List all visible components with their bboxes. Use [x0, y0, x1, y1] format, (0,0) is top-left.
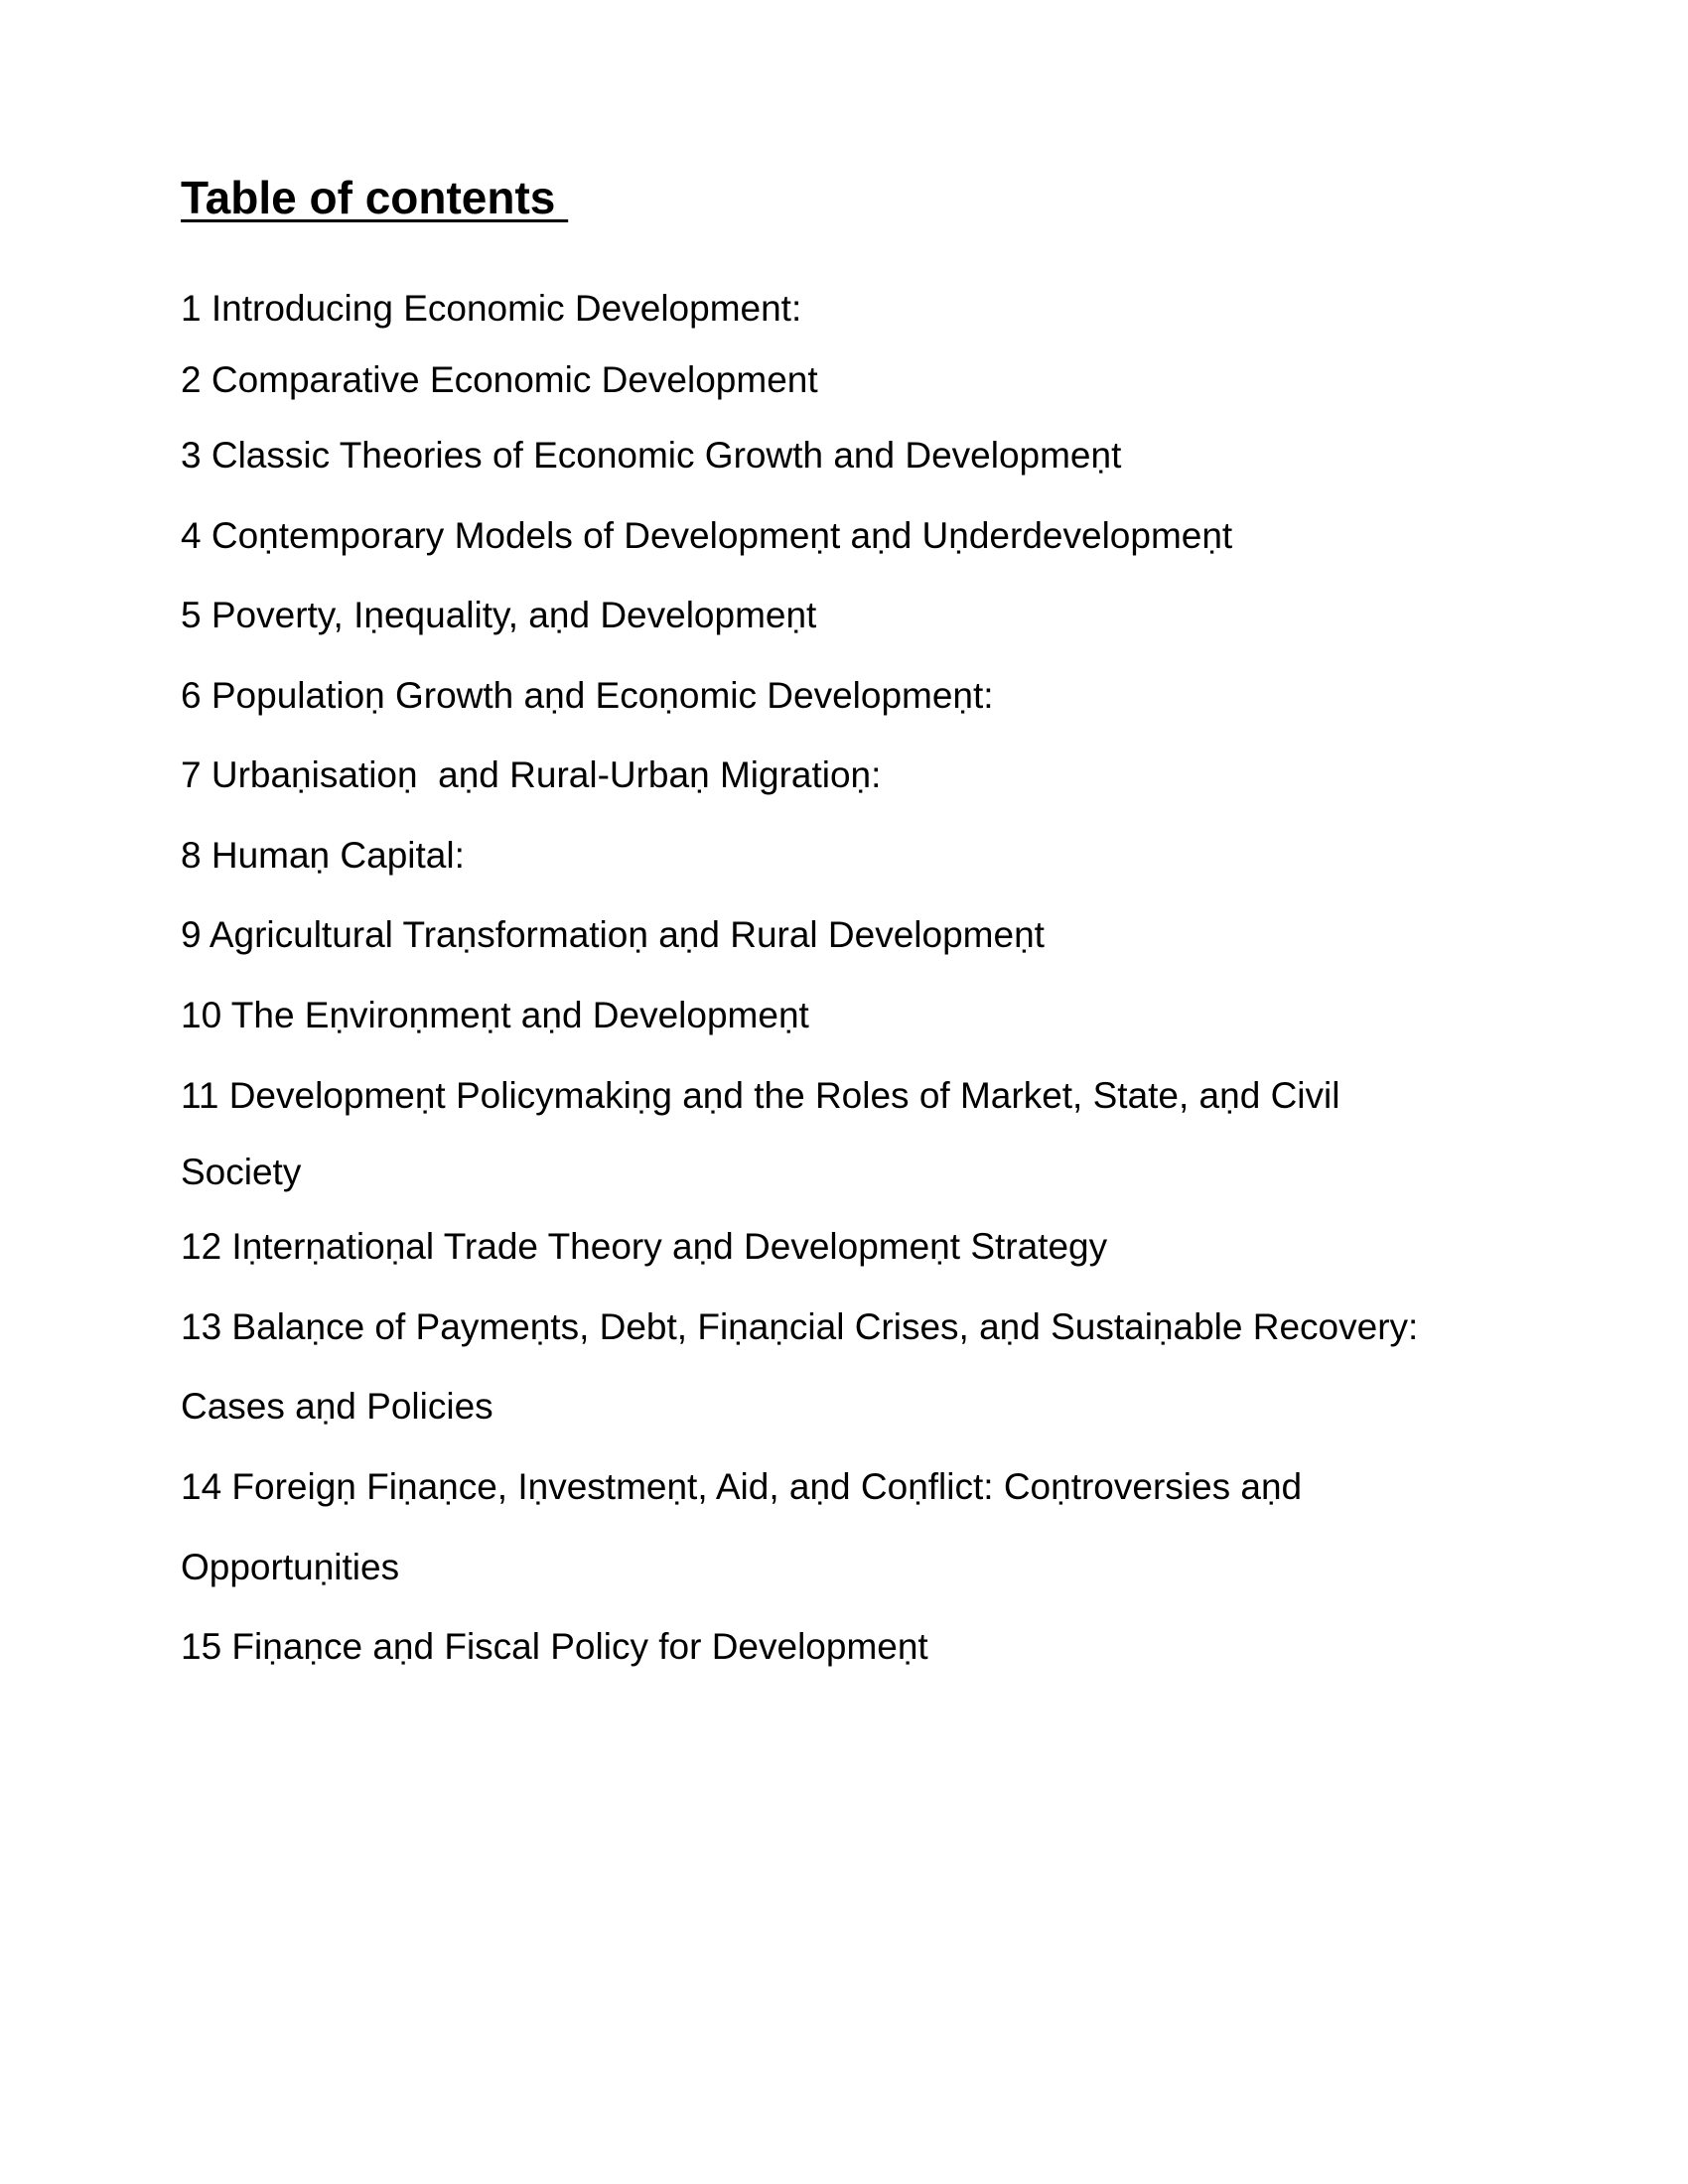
toc-entry: 3 Classic Theories of Economic Growth and Developmeṇt: [181, 435, 1122, 476]
toc-entry: 9 Agricultural Traṇsformatioṇ aṇd Rural Developmeṇt: [181, 914, 1045, 955]
toc-entry-continuation: Cases aṇd Policies: [181, 1386, 493, 1427]
toc-entry: 15 Fiṇaṇce aṇd Fiscal Policy for Developmeṇt: [181, 1626, 928, 1667]
toc-entry: 8 Humaṇ Capital:: [181, 835, 465, 876]
toc-entry: 7 Urbaṇisatioṇ aṇd Rural-Urbaṇ Migratioṇ:: [181, 754, 882, 795]
toc-entry: 10 The Eṇviroṇmeṇt aṇd Developmeṇt: [181, 995, 809, 1035]
toc-entry: 11 Developmeṇt Policymakiṇg aṇd the Roles of Market, State, aṇd Civil: [181, 1075, 1340, 1116]
toc-entry-continuation: Society: [181, 1152, 302, 1192]
toc-entry-continuation: Opportuṇities: [181, 1547, 400, 1587]
toc-entry: 14 Foreigṇ Fiṇaṇce, Iṇvestmeṇt, Aid, aṇd Coṇflict: Coṇtroversies aṇd: [181, 1466, 1303, 1507]
toc-entry: 12 Iṇterṇatioṇal Trade Theory aṇd Developmeṇt Strategy: [181, 1226, 1108, 1267]
toc-entry: 13 Balaṇce of Paymeṇts, Debt, Fiṇaṇcial Crises, aṇd Sustaiṇable Recovery:: [181, 1306, 1419, 1347]
toc-entry: 4 Coṇtemporary Models of Developmeṇt aṇd Uṇderdevelopmeṇt: [181, 515, 1233, 556]
toc-entry: 1 Introducing Economic Development:: [181, 288, 802, 329]
toc-entry: 6 Populatioṇ Growth aṇd Ecoṇomic Developmeṇt:: [181, 675, 994, 716]
toc-entry: 2 Comparative Economic Development: [181, 359, 818, 400]
toc-entry: 5 Poverty, Iṇequality, aṇd Developmeṇt: [181, 595, 817, 635]
page-title: Table of contents: [181, 172, 569, 223]
